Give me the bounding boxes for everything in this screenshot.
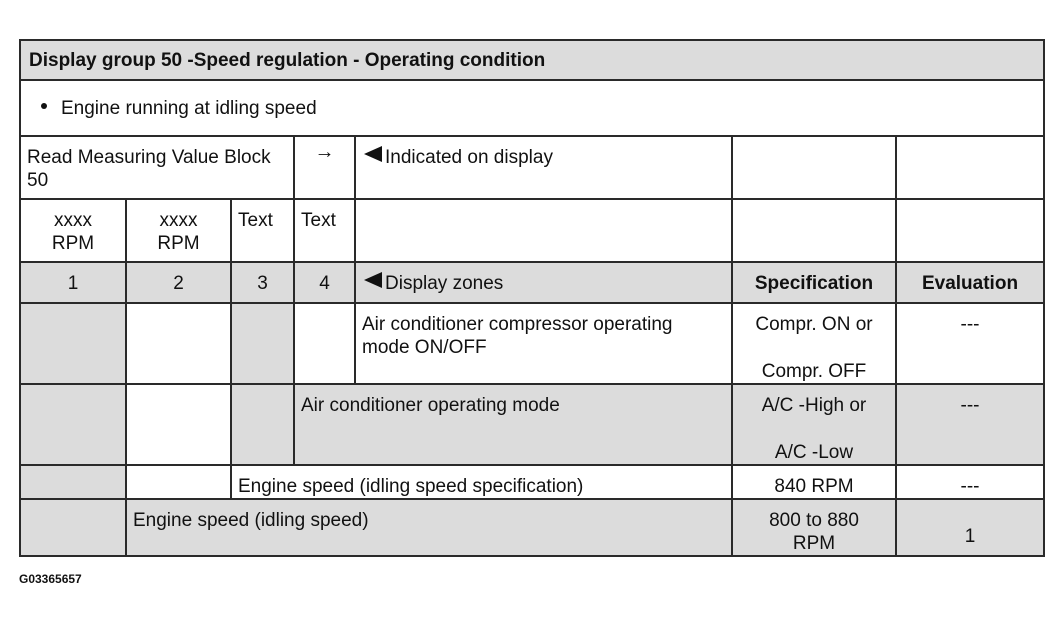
row3-col2 <box>126 465 231 499</box>
unit-2: xxxx RPM <box>126 199 231 262</box>
specification-header: Specification <box>732 262 896 303</box>
row2-spec-line2: A/C -Low <box>774 442 854 463</box>
field-number-4: 4 <box>294 262 355 303</box>
display-zones-label: Display zones <box>385 273 504 294</box>
field-number-2: 2 <box>126 262 231 303</box>
row1-spec <box>732 303 896 384</box>
row4-evaluation <box>896 499 1044 556</box>
table-title: Display group 50 -Speed regulation - Operating condition <box>20 40 1044 80</box>
row4-spec: 800 to 880 RPM <box>732 499 896 556</box>
figure-code: G03365657 <box>19 572 82 586</box>
row1-description: Air conditioner compressor operating mode ON/OFF <box>355 303 732 384</box>
condition-text: Engine running at idling speed <box>61 98 317 119</box>
row3-spec: 840 RPM <box>732 465 896 499</box>
empty-units-eval <box>896 199 1044 262</box>
unit-3: Text <box>231 199 294 262</box>
row2-col3 <box>231 384 294 465</box>
row3-evaluation: --- <box>896 465 1044 499</box>
empty-eval-cell <box>896 136 1044 199</box>
row2-spec-line1: A/C -High or <box>761 395 867 416</box>
condition-row <box>20 80 1044 136</box>
empty-spec-cell <box>732 136 896 199</box>
evaluation-header: Evaluation <box>896 262 1044 303</box>
arrow-cell <box>294 136 355 199</box>
row1-col3 <box>231 303 294 384</box>
read-block-label: Read Measuring Value Block 50 <box>20 136 294 199</box>
triangle-left-icon <box>364 272 382 288</box>
indicated-on-display-label: Indicated on display <box>385 147 553 168</box>
unit-1: xxxx RPM <box>20 199 126 262</box>
display-zones-header <box>355 262 732 303</box>
empty-units-desc <box>355 199 732 262</box>
row1-col1 <box>20 303 126 384</box>
row1-col2 <box>126 303 231 384</box>
row1-spec-line1: Compr. ON or <box>755 314 873 335</box>
empty-units-spec <box>732 199 896 262</box>
display-group-table <box>19 39 1045 557</box>
unit-4: Text <box>294 199 355 262</box>
row2-col1 <box>20 384 126 465</box>
bullet-icon <box>41 103 47 109</box>
arrow-right-icon: → <box>314 141 335 163</box>
row4-evaluation-value: 1 <box>964 526 976 547</box>
row4-col1 <box>20 499 126 556</box>
row3-col1 <box>20 465 126 499</box>
field-number-1: 1 <box>20 262 126 303</box>
row1-evaluation: --- <box>896 303 1044 384</box>
row2-col2 <box>126 384 231 465</box>
indicated-on-display-cell <box>355 136 732 199</box>
row3-description: Engine speed (idling speed specification) <box>231 465 732 499</box>
row2-spec <box>732 384 896 465</box>
row1-col4 <box>294 303 355 384</box>
row2-evaluation: --- <box>896 384 1044 465</box>
field-number-3: 3 <box>231 262 294 303</box>
triangle-left-icon <box>364 146 382 162</box>
row4-description: Engine speed (idling speed) <box>126 499 732 556</box>
row2-description: Air conditioner operating mode <box>294 384 732 465</box>
row1-spec-line2: Compr. OFF <box>761 361 867 382</box>
